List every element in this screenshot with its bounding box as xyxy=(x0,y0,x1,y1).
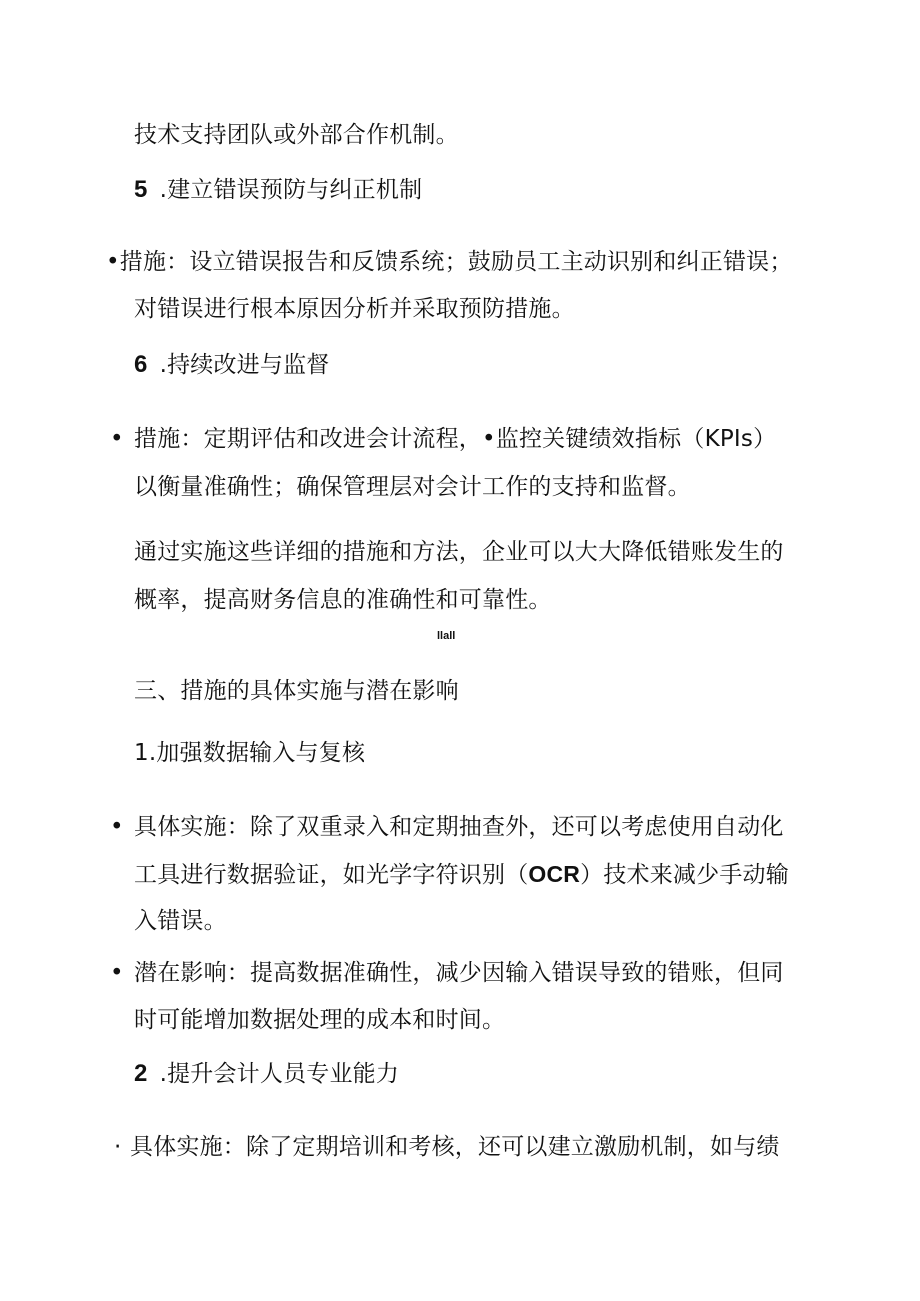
heading-number: 5 xyxy=(134,176,148,203)
bullet-icon: • xyxy=(110,426,124,452)
heading-text: .建立错误预防与纠正机制 xyxy=(159,177,423,203)
text-segment: ）技术来减少手动输 xyxy=(580,862,789,888)
paragraph-line: 时可能增加数据处理的成本和时间。 xyxy=(134,1007,506,1033)
text-segment: 工具进行数据验证，如光学字符识别（ xyxy=(134,862,529,888)
bullet-icon: · xyxy=(114,1134,122,1160)
paragraph-line xyxy=(134,859,789,890)
subheading-2 xyxy=(134,1059,399,1089)
ocr-term: OCR xyxy=(528,861,581,887)
paragraph-line: 以衡量准确性；确保管理层对会计工作的支持和监督。 xyxy=(134,474,691,500)
heading-text: .持续改进与监督 xyxy=(159,352,330,378)
stray-mark: llall xyxy=(437,630,456,642)
heading-6 xyxy=(134,350,329,380)
heading-5 xyxy=(134,175,422,205)
bullet-icon: • xyxy=(110,960,124,986)
section-heading: 三、措施的具体实施与潜在影响 xyxy=(134,678,459,704)
heading-number: 2 xyxy=(134,1060,148,1087)
heading-text: .提升会计人员专业能力 xyxy=(159,1061,400,1087)
paragraph-line: 具体实施：除了定期培训和考核，还可以建立激励机制，如与绩 xyxy=(130,1134,780,1160)
paragraph-line: 入错误。 xyxy=(134,908,227,934)
paragraph-line: 潜在影响：提高数据准确性，减少因输入错误导致的错账，但同 xyxy=(134,960,784,986)
paragraph-line: 通过实施这些详细的措施和方法，企业可以大大降低错账发生的 xyxy=(134,539,784,565)
paragraph-line: 对错误进行根本原因分析并采取预防措施。 xyxy=(134,296,575,322)
paragraph-line: 概率，提高财务信息的准确性和可靠性。 xyxy=(134,587,552,613)
paragraph-line: 技术支持团队或外部合作机制。 xyxy=(134,122,459,148)
subheading: 1.加强数据输入与复核 xyxy=(134,740,366,766)
paragraph-line: 具体实施：除了双重录入和定期抽查外，还可以考虑使用自动化 xyxy=(134,814,784,840)
bullet-icon: • xyxy=(110,814,124,840)
paragraph-line: 措施：定期评估和改进会计流程，•监控关键绩效指标（KPIs） xyxy=(134,426,777,452)
paragraph-line: •措施：设立错误报告和反馈系统；鼓励员工主动识别和纠正错误； xyxy=(106,249,793,275)
heading-number: 6 xyxy=(134,351,148,378)
